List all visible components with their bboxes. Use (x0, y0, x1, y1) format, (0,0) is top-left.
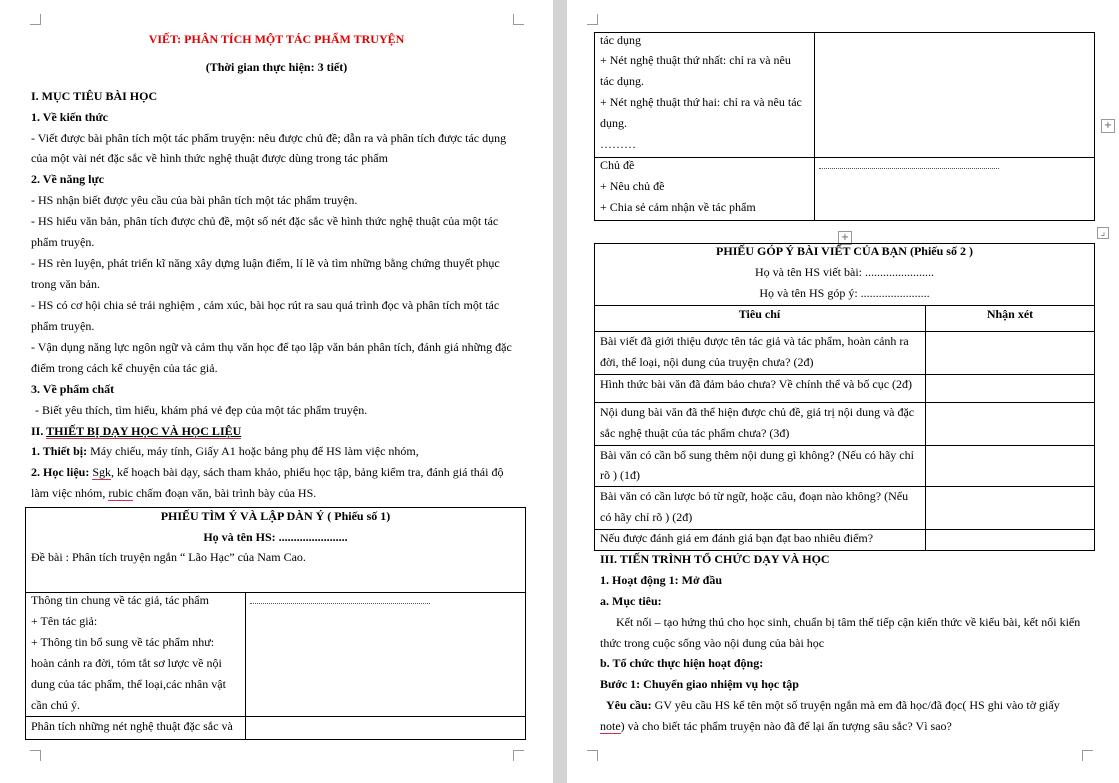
paragraph: - HS nhận biết được yêu cầu của bài phân tích một tác phẩm truyện. (31, 193, 358, 207)
subheading-knowledge: 1. Về kiến thức (31, 110, 108, 124)
table-cell-text: ……… (600, 137, 636, 151)
requirement-label: Yêu cầu: (606, 698, 652, 712)
paragraph: phẩm truyện. (31, 319, 95, 333)
materials-label: 2. Học liệu: (31, 465, 93, 479)
paragraph-materials-cont (31, 485, 316, 501)
document-page-right (567, 0, 1119, 783)
section-heading-1: I. MỤC TIÊU BÀI HỌC (31, 89, 158, 103)
crop-mark-bottom-left (30, 750, 41, 761)
worksheet-2-writer-name: Họ và tên HS viết bài: ....................... (755, 265, 934, 279)
paragraph: Kết nối – tạo hứng thú cho học sinh, chuẩn bị tâm thế tiếp cận kiến thức về kiểu bài, kết nối kiến (616, 615, 1081, 629)
table-border (245, 592, 246, 740)
paragraph-requirement-cont (600, 718, 952, 734)
criteria-row: rõ ) (1đ) (600, 468, 640, 482)
table-border (594, 402, 1095, 403)
page-gap (553, 0, 567, 783)
paragraph: - Biết yêu thích, tìm hiểu, khám phá vẻ đẹp của một tác phẩm truyện. (35, 403, 368, 417)
table-cell-text: tác dụng (600, 33, 641, 47)
table-cell-text: + Nêu chủ đề (600, 179, 665, 193)
criteria-row: sắc nghệ thuật của tác phẩm chưa? (3đ) (600, 426, 790, 440)
table-cell-text: tác dụng. (600, 74, 644, 88)
section-heading-2 (31, 423, 241, 439)
spellcheck-word[interactable]: note (600, 719, 621, 733)
criteria-row: Nội dung bài văn đã thể hiện được chủ đề, giá trị nội dung và đặc (600, 405, 915, 419)
table-border (594, 374, 1095, 375)
crop-mark-top-left (30, 14, 41, 25)
table-cell-text: hoàn cảnh ra đời, tóm tắt sơ lược về nội (31, 656, 222, 670)
paragraph: phẩm truyện. (31, 235, 95, 249)
column-header-criteria: Tiêu chí (738, 307, 781, 321)
worksheet-1-title: PHIẾU TÌM Ý VÀ LẬP DÀN Ý ( Phiếu số 1) (160, 509, 391, 523)
paragraph: - HS rèn luyện, phát triển kĩ năng xây dựng luận điểm, lí lẽ và tìm những bằng chứng thuyết phục (31, 256, 500, 270)
table-cell-text: cần chú ý. (31, 698, 80, 712)
table-cell-text: + Thông tin bổ sung về tác phẩm như: (31, 635, 215, 649)
table-border (925, 305, 926, 551)
paragraph: thức trong cuộc sống vào nội dung của bài học (600, 636, 825, 650)
worksheet-2-reviewer-name: Họ và tên HS góp ý: ....................... (759, 286, 930, 300)
criteria-row: Hình thức bài văn đã đảm bảo chưa? Về chính thể và bố cục (2đ) (600, 377, 913, 391)
paragraph-materials (31, 464, 503, 480)
subheading-competence: 2. Về năng lực (31, 172, 104, 186)
paragraph: trong văn bản. (31, 277, 100, 291)
section-heading-3: III. TIẾN TRÌNH TỔ CHỨC DẠY VÀ HỌC (600, 552, 830, 566)
column-header-comment: Nhận xét (986, 307, 1034, 321)
requirement-text: ) và cho biết tác phẩm truyện nào đã để lại ấn tượng sâu sắc? Vì sao? (620, 719, 952, 733)
materials-text: làm việc nhóm, (31, 486, 109, 500)
criteria-row: có hãy chỉ rõ ) (2đ) (600, 510, 693, 524)
criteria-row: Bài viết đã giới thiệu được tên tác giả và tác phẩm, hoàn cảnh ra (600, 334, 909, 348)
requirement-text: GV yêu cầu HS kể tên một số truyện ngắn mà em đã học/đã đọc( HS ghi vào tờ giấy (651, 698, 1060, 712)
paragraph-requirement (606, 697, 1060, 713)
criteria-row: Nếu được đánh giá em đánh giá bạn đạt bao nhiêu điểm? (600, 531, 874, 545)
page-subtitle: (Thời gian thực hiện: 3 tiết) (205, 60, 348, 74)
document-page-left (0, 0, 553, 783)
crop-mark-top-left (587, 14, 598, 25)
paragraph-equipment (31, 443, 419, 459)
table-border (594, 486, 1095, 487)
crop-mark-bottom-right (1082, 750, 1093, 761)
materials-text: , kế hoạch bài dạy, sách tham khảo, phiếu học tập, bảng kiểm tra, đánh giá thái độ (111, 465, 504, 479)
worksheet-1-student-name: Họ và tên HS: ....................... (203, 530, 348, 544)
dotted-answer-line (250, 603, 430, 604)
crop-mark-bottom-left (587, 750, 598, 761)
table-cell-text: + Chia sẻ cảm nhận về tác phẩm (600, 200, 756, 214)
table-cell-text: Phân tích những nét nghệ thuật đặc sắc và (31, 719, 233, 733)
crop-mark-bottom-right (513, 750, 524, 761)
table-border (814, 32, 815, 221)
worksheet-2-title: PHIẾU GÓP Ý BÀI VIẾT CỦA BẠN (Phiếu số 2 ) (716, 244, 973, 258)
table-border (25, 716, 526, 717)
paragraph: - Viết được bài phân tích một tác phẩm truyện: nêu được chủ đề; dẫn ra và phân tích được tác dụng (31, 131, 507, 145)
table-border (594, 157, 1095, 158)
section-number: II. (31, 424, 47, 438)
paragraph: - Vận dụng năng lực ngôn ngữ và cảm thụ văn học để tạo lập văn bản phân tích, đánh giá những đặc (31, 340, 512, 354)
equipment-text: Máy chiếu, máy tính, Giấy A1 hoặc bảng phụ để HS làm việc nhóm, (87, 444, 419, 458)
paragraph: điểm trong cách kể chuyện của tác giả. (31, 361, 218, 375)
criteria-row: Bài văn có cần bổ sung thêm nội dung gì không? (Nếu có hãy chỉ (600, 448, 914, 462)
step-heading: Bước 1: Chuyển giao nhiệm vụ học tập (600, 677, 799, 691)
worksheet-1-topic: Đề bài : Phân tích truyện ngắn “ Lão Hạc” của Nam Cao. (31, 550, 306, 564)
page-title: VIẾT: PHÂN TÍCH MỘT TÁC PHẨM TRUYỆN (148, 32, 405, 46)
table-cell-text: Chủ đề (600, 158, 635, 172)
activity-heading: 1. Hoạt động 1: Mở đầu (600, 573, 722, 587)
paragraph: - HS hiểu văn bản, phân tích được chủ đề, một số nét đặc sắc về hình thức nghệ thuật của một tác (31, 214, 499, 228)
spellcheck-word[interactable]: rubic (108, 486, 133, 500)
table-cell-text: Thông tin chung về tác giả, tác phẩm (31, 593, 209, 607)
add-column-button[interactable]: + (1101, 119, 1115, 133)
table-move-handle[interactable]: + (838, 231, 852, 245)
table-cell-text: dung của tác phẩm, thể loại,các nhân vật (31, 677, 226, 691)
organization-heading: b. Tổ chức thực hiện hoạt động: (600, 656, 764, 670)
table-cell-text: + Nét nghệ thuật thứ nhất: chỉ ra và nêu (600, 53, 791, 67)
table-cell-text: + Tên tác giả: (31, 614, 98, 628)
dotted-answer-line (819, 168, 999, 169)
table-border (594, 331, 1095, 332)
criteria-row: đời, thể loại, nội dung của truyện chưa? (2đ) (600, 355, 814, 369)
crop-mark-top-right (513, 14, 524, 25)
equipment-label: 1. Thiết bị: (31, 444, 88, 458)
section-heading-text: THIẾT BỊ DẠY HỌC VÀ HỌC LIỆU (46, 424, 242, 438)
criteria-row: Bài văn có cần lược bỏ từ ngữ, hoặc câu, đoạn nào không? (Nếu (600, 489, 909, 503)
table-border (594, 445, 1095, 446)
materials-text: chấm đoạn văn, bài trình bày của HS. (132, 486, 317, 500)
table-resize-handle[interactable]: ⌟ (1097, 227, 1109, 239)
table-cell-text: + Nét nghệ thuật thứ hai: chỉ ra và nêu tác (600, 95, 802, 109)
spellcheck-word[interactable]: Sgk (92, 465, 112, 479)
subheading-quality: 3. Về phẩm chất (31, 382, 115, 396)
paragraph: của một vài nét đặc sắc về hình thức nghệ thuật được dùng trong tác phẩm (31, 151, 388, 165)
table-cell-text: dụng. (600, 116, 627, 130)
paragraph: - HS có cơ hội chia sẻ trải nghiệm , cảm xúc, bài học rút ra sau quá trình đọc và phân tích một tác (31, 298, 500, 312)
objective-heading: a. Mục tiêu: (600, 594, 662, 608)
